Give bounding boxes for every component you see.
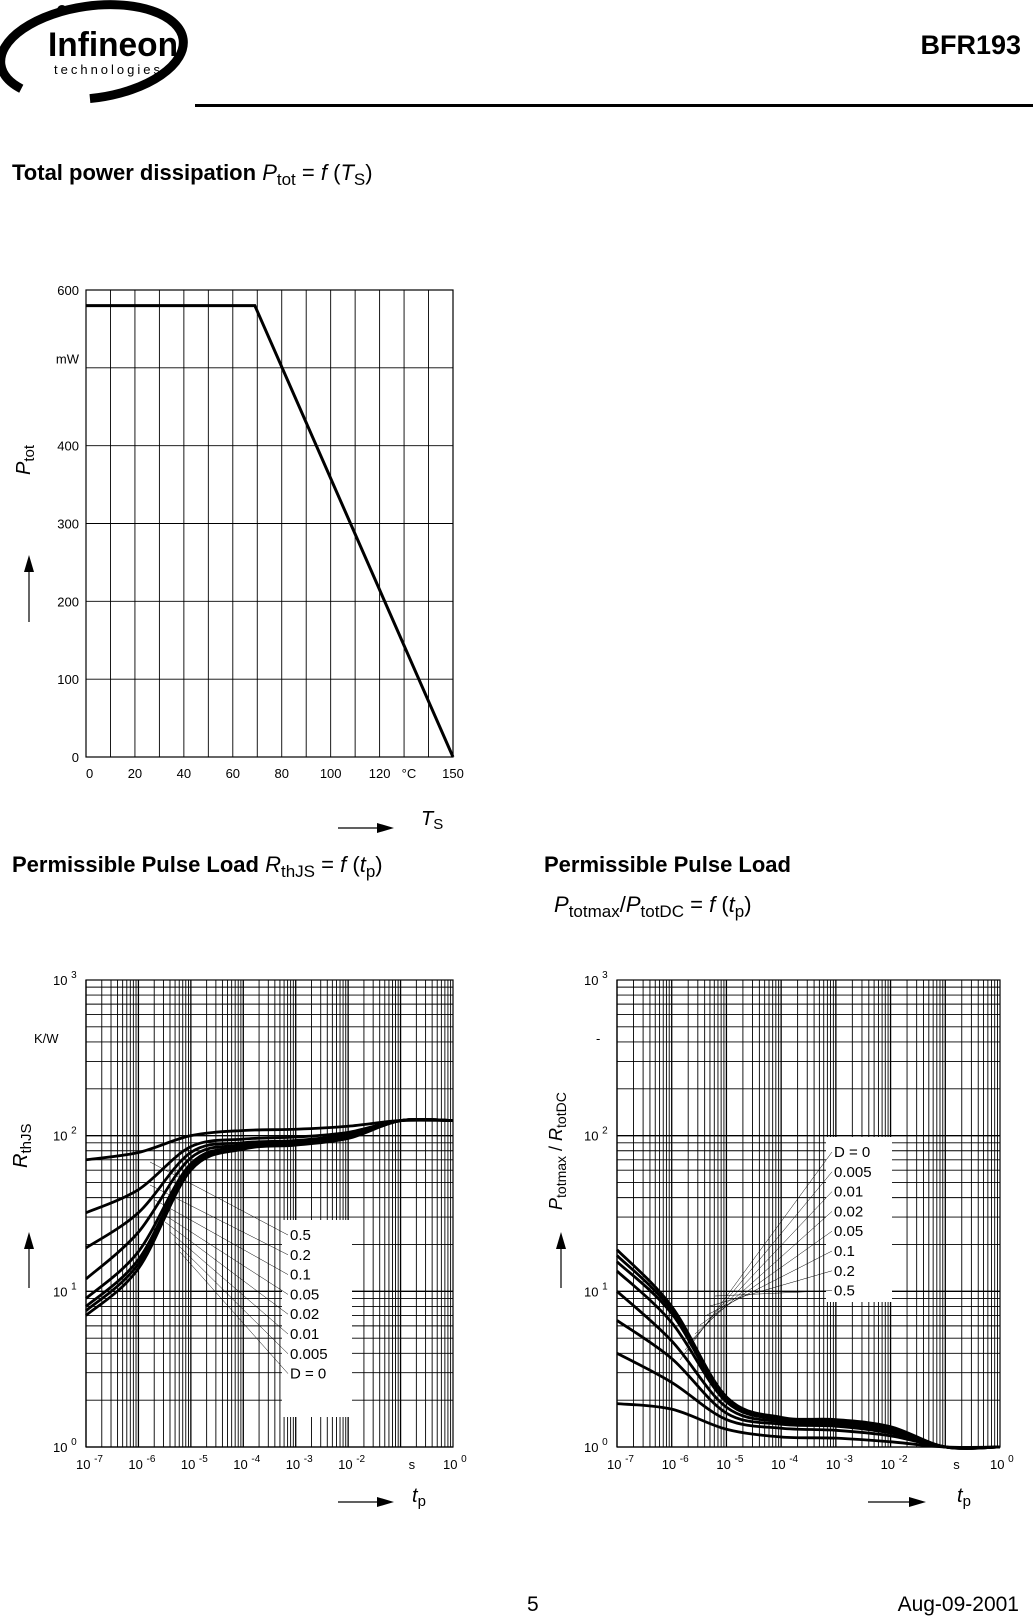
y-axis-label: $P_{totmax} / R_{totDC}$ — [546, 1092, 569, 1210]
y-tick-label: 10 $^0$ — [584, 1437, 608, 1455]
legend-label: 0.05 — [290, 1286, 320, 1304]
legend-label: 0.1 — [290, 1266, 311, 1284]
x-tick-label: 10 $^0$ — [990, 1454, 1014, 1472]
logo-brand-sub: technologies — [54, 62, 163, 77]
logo-brand: Infineon — [48, 26, 178, 64]
x-tick-label: 10 $^{-3}$ — [825, 1454, 853, 1472]
legend-label: 0.01 — [834, 1183, 864, 1201]
x-axis-label: $T_S$ — [421, 808, 444, 833]
x-tick-label: 10 $^{-2}$ — [338, 1454, 366, 1472]
x-tick-label: 150 — [442, 766, 464, 781]
x-axis-label: $t_p$ — [957, 1485, 971, 1510]
y-axis-label: $R_{thJS}$ — [10, 1123, 35, 1168]
x-tick-label: 120 — [368, 766, 391, 781]
legend-label: 0.5 — [290, 1227, 311, 1244]
x-tick-label: 10 $^{-7}$ — [607, 1454, 634, 1472]
y-tick-label: 10 $^2$ — [53, 1125, 77, 1144]
x-tick-label: 10 $^{-5}$ — [716, 1454, 744, 1472]
legend-label: 0.2 — [290, 1246, 311, 1264]
x-tick-label: 10 $^{-4}$ — [233, 1454, 261, 1472]
y-tick-label: 10 $^1$ — [584, 1281, 608, 1300]
y-tick-label: 0 — [71, 750, 79, 765]
legend-label: 0.005 — [290, 1345, 328, 1363]
x-tick-label: s — [953, 1457, 960, 1472]
legend-label: 0.5 — [834, 1282, 855, 1300]
footer-date: Aug-09-2001 — [897, 1593, 1019, 1616]
x-tick-label: 10 $^{-6}$ — [128, 1454, 156, 1472]
y-tick-label: 300 — [57, 516, 79, 532]
x-tick-label: 10 $^{-3}$ — [285, 1454, 313, 1472]
y-tick-label: 10 $^3$ — [584, 970, 608, 988]
section-formula-rth: $R_{thJS} = f$ $(t_p)$ — [265, 852, 383, 881]
part-number: BFR193 — [920, 30, 1021, 60]
x-axis-label: $t_p$ — [412, 1485, 426, 1510]
y-tick-label: 200 — [57, 594, 79, 610]
section-title-ratio-text: Permissible Pulse Load — [544, 852, 791, 877]
legend-leader-line — [700, 1231, 832, 1325]
x-tick-label: 0 — [86, 766, 94, 781]
x-tick-label: 80 — [274, 766, 289, 781]
y-tick-label: 10 $^3$ — [53, 970, 77, 988]
y-tick-label: 400 — [57, 438, 79, 454]
y-tick-label: 10 $^0$ — [53, 1437, 77, 1455]
x-tick-label: 20 — [127, 766, 143, 781]
y-tick-label: 10 $^2$ — [584, 1125, 608, 1144]
chart-ratio-grid — [617, 980, 1000, 1447]
legend-label: D = 0 — [290, 1365, 327, 1383]
page-number: 5 — [527, 1593, 539, 1616]
legend-label: 0.02 — [290, 1306, 320, 1324]
y-axis-arrow-head — [556, 1232, 566, 1249]
legend-label: D = 0 — [834, 1144, 871, 1161]
x-axis-arrow-head — [909, 1497, 926, 1507]
legend-label: 0.1 — [834, 1243, 855, 1260]
y-tick-label: 100 — [57, 672, 79, 688]
x-tick-label: 10 $^0$ — [443, 1454, 467, 1472]
x-tick-label: s — [408, 1457, 416, 1472]
legend-label: 0.2 — [834, 1262, 855, 1280]
section-formula-power: $P_{tot} = f$ $(T_S)$ — [262, 160, 373, 189]
y-unit-label: - — [596, 1031, 601, 1046]
legend-label: 0.05 — [834, 1223, 864, 1241]
legend-label: 0.01 — [290, 1326, 320, 1343]
x-tick-label: 10 $^{-7}$ — [76, 1454, 103, 1472]
section-title-rth-text: Permissible Pulse Load — [12, 852, 259, 877]
y-tick-label: 600 — [57, 283, 79, 298]
x-tick-label: 40 — [176, 766, 192, 781]
y-tick-label: 10 $^1$ — [53, 1281, 77, 1300]
legend-label: 0.02 — [834, 1203, 864, 1221]
y-axis-label: $P_{tot}$ — [13, 444, 38, 475]
x-tick-label: 10 $^{-5}$ — [180, 1454, 208, 1472]
x-tick-label: °C — [401, 766, 417, 781]
legend-label: 0.005 — [834, 1163, 872, 1181]
x-tick-label: 10 $^{-4}$ — [771, 1454, 799, 1472]
section-formula-ratio: $P_{totmax}/P_{totDC} = f$ $(t_p)$ — [554, 892, 752, 921]
x-tick-label: 60 — [225, 766, 241, 781]
x-tick-label: 100 — [319, 766, 342, 781]
x-tick-label: 10 $^{-2}$ — [880, 1454, 908, 1472]
y-tick-label: mW — [55, 351, 79, 367]
x-tick-label: 10 $^{-6}$ — [661, 1454, 689, 1472]
y-unit-label: K/W — [34, 1031, 59, 1046]
section-title-power-text: Total power dissipation — [12, 160, 257, 185]
